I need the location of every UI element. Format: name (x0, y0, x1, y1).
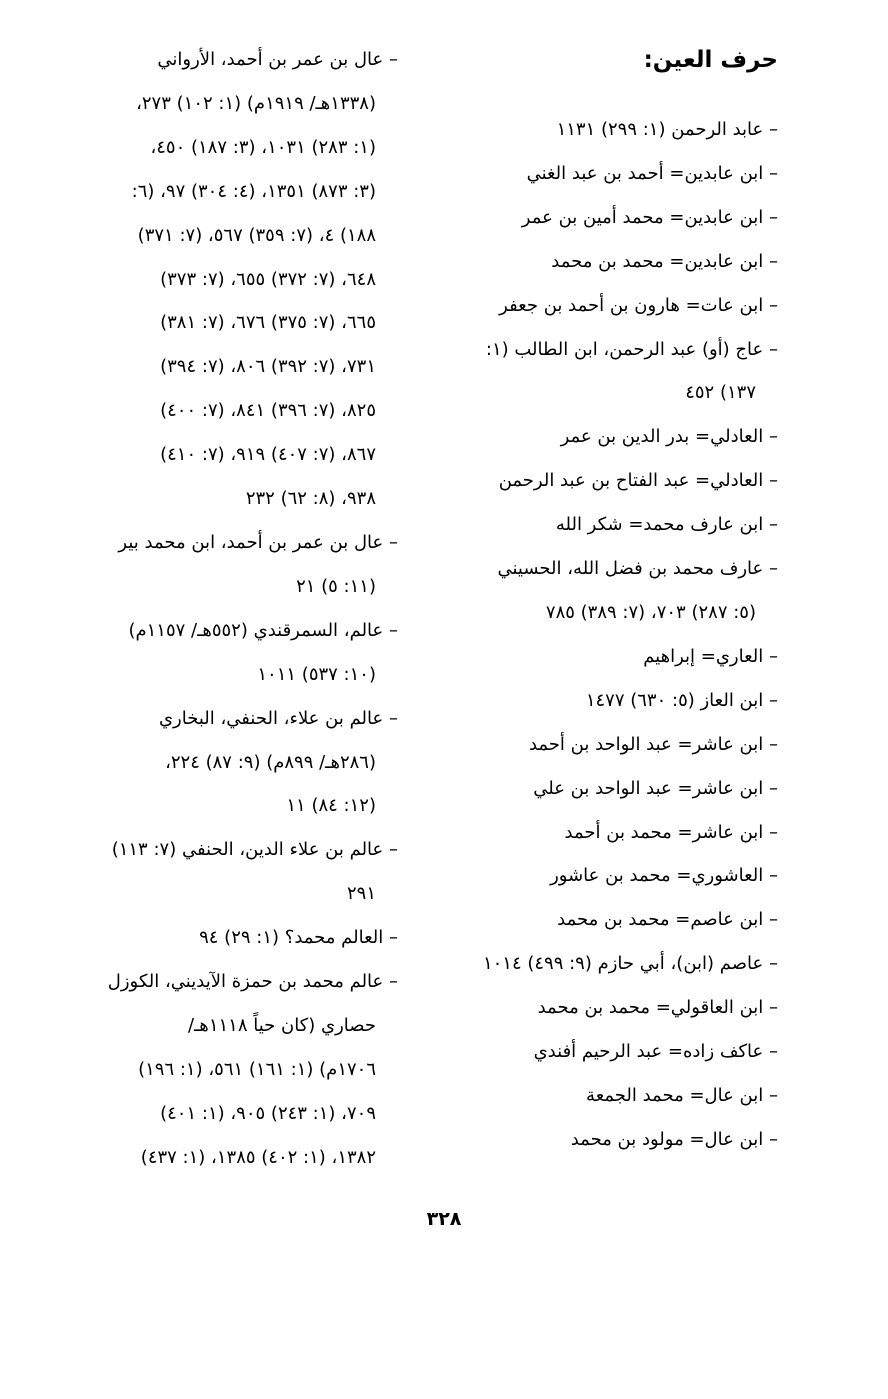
entry-list (58, 38, 398, 1180)
index-entry: – ابن عال= مولود بن محمد (570, 1128, 778, 1150)
index-entry-continuation: ٦٤٨، (٧: ٣٧٢) ٦٥٥، (٧: ٣٧٣) (160, 268, 376, 290)
index-entry: – عابد الرحمن (١: ٢٩٩) ١١٣١ (556, 119, 778, 140)
index-entry-continuation: ٦٦٥، (٧: ٣٧٥) ٦٧٦، (٧: ٣٨١) (160, 312, 376, 334)
index-entry-continuation: ٧٠٩، (١: ٢٤٣) ٩٠٥، (١: ٤٠١) (160, 1102, 376, 1124)
index-entry-continuation: ١٧٠٦م) (١: ١٦١) ٥٦١، (١: ١٩٦) (138, 1058, 376, 1080)
section-heading: حرف العين: (643, 47, 778, 73)
page-number: ٣٢٨ (426, 1208, 462, 1230)
index-entry: – عال بن عمر بن أحمد، الأرواني (157, 49, 398, 70)
index-entry: – ابن عابدين= محمد بن محمد (551, 250, 778, 272)
index-column-left (58, 38, 398, 1180)
index-column-right (438, 38, 778, 1162)
index-entry: – العالم محمد؟ (١: ٢٩) ٩٤ (199, 927, 398, 949)
index-entry-continuation: (١١: ٥) ٢١ (296, 575, 376, 597)
index-entry: – ابن العاز (٥: ٦٣٠) ١٤٧٧ (585, 689, 778, 711)
index-entry: – ابن العاقولي= محمد بن محمد (537, 997, 778, 1019)
index-entry: – عالم، السمرقندي (٥٥٢هـ/ ١١٥٧م) (128, 619, 398, 641)
index-entry: – عارف محمد بن فضل الله، الحسيني (497, 558, 778, 580)
index-entry: – ابن عابدين= أحمد بن عبد الغني (526, 162, 778, 184)
index-entry-continuation: (١٠: ٥٣٧) ١٠١١ (257, 663, 376, 685)
index-entry: – عاكف زاده= عبد الرحيم أفندي (533, 1041, 778, 1063)
index-entry: – عاصم (ابن)، أبي حازم (٩: ٤٩٩) ١٠١٤ (482, 953, 778, 975)
index-entry: – ابن عاشر= عبد الواحد بن أحمد (528, 733, 778, 755)
index-entry-continuation: (١٢: ٨٤) ١١ (286, 795, 376, 817)
index-entry: – العادلي= بدر الدين بن عمر (560, 426, 778, 448)
index-entry: – ابن عال= محمد الجمعة (586, 1084, 778, 1106)
index-entry-continuation: ١٣٨٢، (١: ٤٠٢) ١٣٨٥، (١: ٤٣٧) (140, 1146, 376, 1168)
index-entry: – عالم بن علاء الدين، الحنفي (٧: ١١٣) (111, 839, 398, 861)
index-entry-continuation: ٢٩١ (346, 883, 376, 905)
entry-list (438, 108, 778, 1162)
index-entry: – ابن عاشر= محمد بن أحمد (564, 821, 778, 843)
index-entry-continuation: (٢٨٦هـ/ ٨٩٩م) (٩: ٨٧) ٢٢٤، (165, 751, 376, 773)
index-entry-continuation: (٣: ٨٧٣) ١٣٥١، (٤: ٣٠٤) ٩٧، (٦: (131, 180, 376, 202)
index-entry-continuation: ٩٣٨، (٨: ٦٢) ٢٣٢ (245, 488, 376, 510)
index-entry-continuation: (١٣٣٨هـ/ ١٩١٩م) (١: ١٠٢) ٢٧٣، (136, 92, 376, 114)
index-entry: – عاج (أو) عبد الرحمن، ابن الطالب (١: (485, 338, 778, 360)
index-entry-continuation: ٨٢٥، (٧: ٣٩٦) ٨٤١، (٧: ٤٠٠) (160, 400, 376, 422)
index-entry: – ابن عاصم= محمد بن محمد (557, 909, 778, 931)
index-entry-continuation: حصاري (كان حياً ١١١٨هـ/ (187, 1014, 376, 1036)
index-entry-continuation: (١: ٢٨٣) ١٠٣١، (٣: ١٨٧) ٤٥٠، (150, 136, 376, 158)
index-entry: – عالم محمد بن حمزة الآيديني، الكوزل (107, 971, 398, 993)
index-entry: – العاري= إبراهيم (643, 645, 778, 667)
index-entry: – العادلي= عبد الفتاح بن عبد الرحمن (498, 470, 778, 492)
index-entry: – ابن عات= هارون بن أحمد بن جعفر (499, 294, 778, 316)
index-entry: – ابن عابدين= محمد أمين بن عمر (521, 206, 778, 228)
index-entry: – ابن عارف محمد= شكر الله (555, 514, 778, 536)
index-entry: – ابن عاشر= عبد الواحد بن علي (533, 777, 778, 799)
index-entry-continuation: ١٣٧) ٤٥٢ (685, 382, 756, 404)
index-entry: – عال بن عمر بن أحمد، ابن محمد بير (118, 531, 398, 553)
index-entry-continuation: (٥: ٢٨٧) ٧٠٣، (٧: ٣٨٩) ٧٨٥ (545, 601, 756, 623)
index-entry-continuation: ٨٦٧، (٧: ٤٠٧) ٩١٩، (٧: ٤١٠) (160, 444, 376, 466)
index-entry-continuation: ١٨٨) ٤، (٧: ٣٥٩) ٥٦٧، (٧: ٣٧١) (137, 224, 376, 246)
index-entry: – العاشوري= محمد بن عاشور (550, 865, 778, 887)
index-entry: – عالم بن علاء، الحنفي، البخاري (158, 707, 398, 729)
index-entry-continuation: ٧٣١، (٧: ٣٩٢) ٨٠٦، (٧: ٣٩٤) (160, 356, 376, 378)
